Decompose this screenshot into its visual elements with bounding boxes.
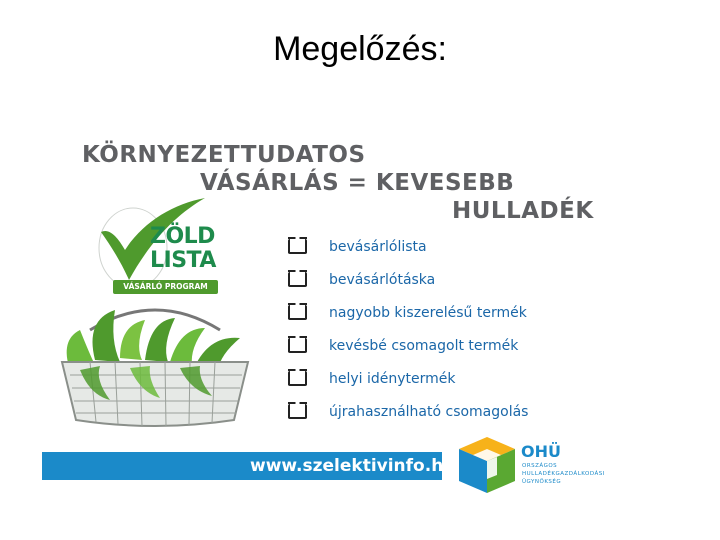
list-item-label: nagyobb kiszerelésű termék: [329, 304, 527, 321]
headline-line-2: VÁSÁRLÁS = KEVESEBB: [200, 170, 515, 196]
logo-text-zold: ZÖLD: [150, 224, 215, 249]
list-item-label: helyi idénytermék: [329, 370, 456, 387]
zold-lista-logo: [95, 196, 220, 304]
checkbox-icon: [288, 239, 307, 254]
list-item: [288, 230, 608, 263]
list-item-label: bevásárlótáska: [329, 271, 436, 288]
headline-line-3: HULLADÉK: [452, 198, 594, 224]
ohu-logo-icon: [457, 435, 517, 495]
list-item-label: bevásárlólista: [329, 238, 427, 255]
list-item: [288, 263, 608, 296]
list-item: [288, 296, 608, 329]
logo-subtitle: VÁSÁRLÓ PROGRAM: [113, 280, 218, 294]
checkbox-icon: [288, 371, 307, 386]
list-item-label: kevésbé csomagolt termék: [329, 337, 519, 354]
shopping-basket-image: [50, 300, 260, 430]
list-item: [288, 395, 608, 428]
slide-title: Megelőzés:: [273, 30, 447, 68]
checkbox-icon: [288, 272, 307, 287]
website-url-banner: www.szelektivinfo.hu: [42, 452, 442, 480]
checkbox-icon: [288, 305, 307, 320]
logo-text-lista: LISTA: [150, 248, 216, 273]
list-item: [288, 362, 608, 395]
checkbox-icon: [288, 404, 307, 419]
checkbox-icon: [288, 338, 307, 353]
poster-image: [40, 130, 620, 490]
list-item-label: újrahasználható csomagolás: [329, 403, 529, 420]
ohu-logo-subtitle: ORSZÁGOS HULLADÉKGAZDÁLKODÁSI ÜGYNÖKSÉG: [522, 463, 605, 485]
checklist: [288, 230, 608, 428]
list-item: [288, 329, 608, 362]
ohu-logo-name: OHÜ: [521, 442, 561, 461]
headline-line-1: KÖRNYEZETTUDATOS: [82, 142, 366, 168]
